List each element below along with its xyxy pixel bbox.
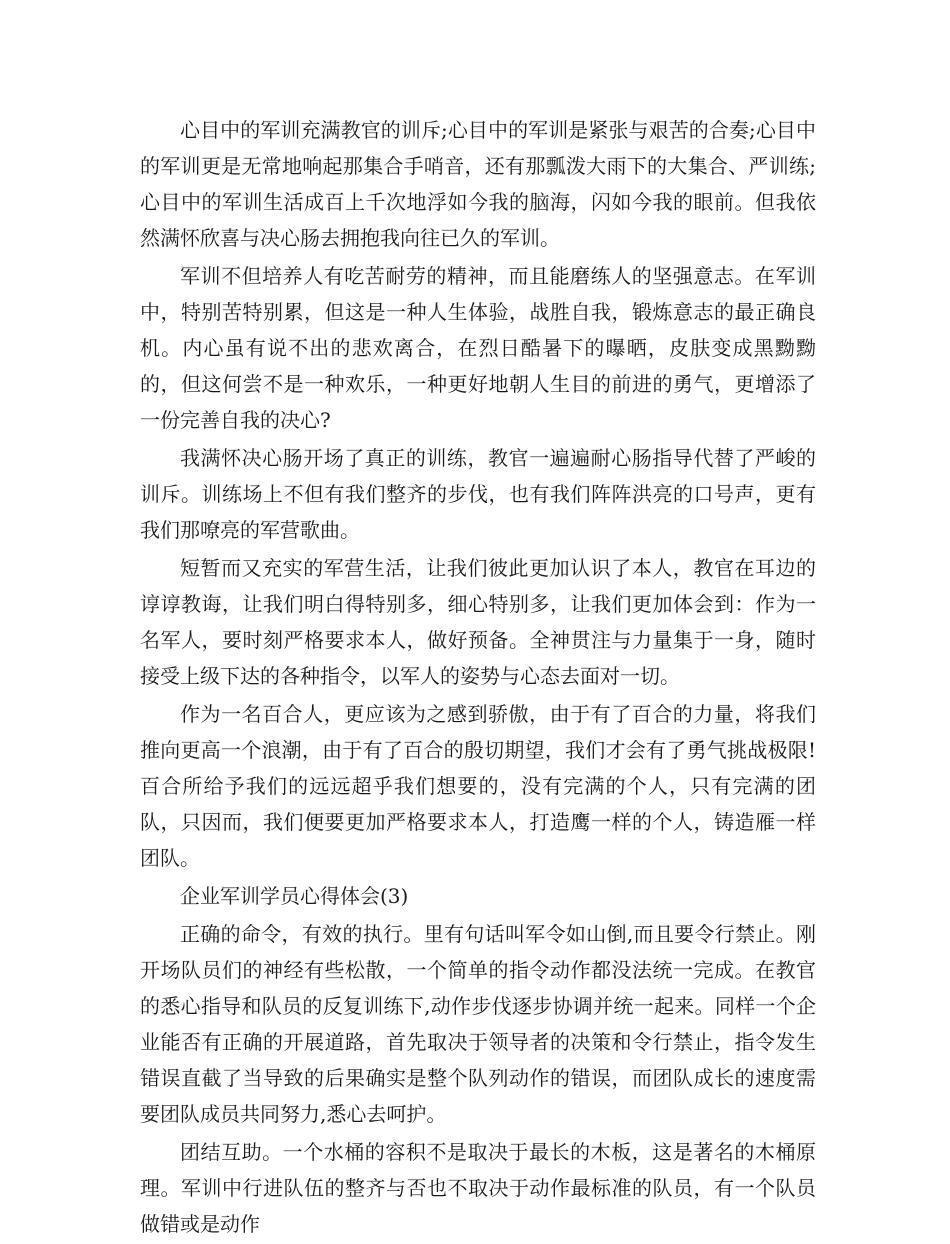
paragraph-3: 我满怀决心肠开场了真正的训练，教官一遍遍耐心肠指导代替了严峻的训斥。训练场上不但有我们整齐的步伐，也有我们阵阵洪亮的口号声，更有我们那嘹亮的军营歌曲。 (140, 446, 816, 542)
paragraph-5: 作为一名百合人，更应该为之感到骄傲，由于有了百合的力量，将我们推向更高一个浪潮，由于有了百合的殷切期望，我们才会有了勇气挑战极限!百合所给予我们的远远超乎我们想要的，没有完满的个人，只有完满的团队，只因而，我们便要更加严格要求本人，打造鹰一样的个人，铸造雁一样团队。 (140, 702, 816, 870)
paragraph-2: 军训不但培养人有吃苦耐劳的精神，而且能磨练人的坚强意志。在军训中，特别苦特别累，但这是一种人生体验，战胜自我，锻炼意志的最正确良机。内心虽有说不出的悲欢离合，在烈日酷暑下的曝晒，皮肤变成黑黝黝的，但这何尝不是一种欢乐，一种更好地朝人生目的前进的勇气，更增添了一份完善自我的决心? (140, 264, 816, 432)
paragraph-1: 心目中的军训充满教官的训斥;心目中的军训是紧张与艰苦的合奏;心目中的军训更是无常地响起那集合手哨音，还有那瓢泼大雨下的大集合、严训练;心目中的军训生活成百上千次地浮如今我的脑海，闪如今我的眼前。但我依然满怀欣喜与决心肠去拥抱我向往已久的军训。 (140, 118, 816, 250)
document-body (140, 112, 816, 1244)
paragraph-4: 短暂而又充实的军营生活，让我们彼此更加认识了本人，教官在耳边的谆谆教诲，让我们明白得特别多，细心特别多，让我们更加体会到：作为一名军人，要时刻严格要求本人，做好预备。全神贯注与力量集于一身，随时接受上级下达的各种指令，以军人的姿势与心态去面对一切。 (140, 556, 816, 688)
section-heading: 企业军训学员心得体会(3) (180, 884, 409, 908)
paragraph-6: 正确的命令，有效的执行。里有句话叫军令如山倒,而且要令行禁止。刚开场队员们的神经有些松散，一个简单的指令动作都没法统一完成。在教官的悉心指导和队员的反复训练下,动作步伐逐步协调并统一起来。同样一个企业能否有正确的开展道路，首先取决于领导者的决策和令行禁止，指令发生错误直截了当导致的后果确实是整个队列动作的错误，而团队成长的速度需要团队成员共同努力,悉心去呵护。 (140, 922, 816, 1126)
paragraph-7: 团结互助。一个水桶的容积不是取决于最长的木板，这是著名的木桶原理。军训中行进队伍的整齐与否也不取决于动作最标准的队员，有一个队员做错或是动作 (140, 1140, 816, 1236)
